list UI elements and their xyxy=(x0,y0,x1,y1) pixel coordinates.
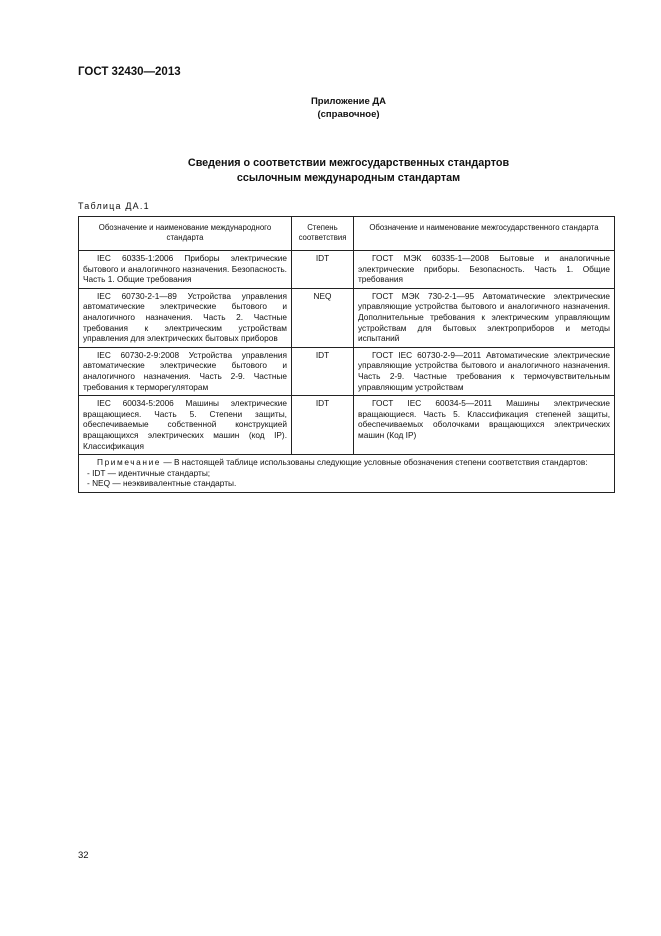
table-note-row xyxy=(79,455,615,493)
note-item-neq: - NEQ — неэквивалентные стандарты. xyxy=(87,478,237,489)
header-interstate: Обозначение и наименование межгосударственного стандарта xyxy=(354,217,615,251)
note-text: — В настоящей таблице использованы следующие условные обозначения степени соответствия стандартов: xyxy=(163,457,588,468)
cell-international: IEC 60335-1:2006 Приборы электрические бытового и аналогичного назначения. Безопасность. Часть 1. Общие требования xyxy=(79,251,292,289)
table-header-row xyxy=(79,217,615,251)
cell-international: IEC 60034-5:2006 Машины электрические вращающиеся. Часть 5. Степени защиты, обеспечиваемые собственной конструкцией вращающихся электрических машин (код IP). Классификация xyxy=(79,396,292,455)
document-code: ГОСТ 32430—2013 xyxy=(78,66,181,78)
page-title xyxy=(0,156,661,186)
cell-interstate: ГОСТ МЭК 730-2-1—95 Автоматические электрические управляющие устройства бытового и аналогичного назначения. Дополнительные требования к электрическим управляющим устройствам для бытовых электроприборов и методы испытаний xyxy=(354,288,615,347)
appendix-title: Приложение ДА xyxy=(310,96,387,107)
table-row xyxy=(79,347,615,395)
cell-interstate: ГОСТ IEC 60034-5—2011 Машины электрические вращающиеся. Часть 5. Классификация степеней защиты, обеспечиваемых оболочками вращающихся электрических машин (Код IP) xyxy=(354,396,615,455)
standards-correspondence-table xyxy=(78,216,615,493)
table-row xyxy=(79,396,615,455)
table-row xyxy=(79,288,615,347)
cell-degree: IDT xyxy=(292,396,354,455)
page-number: 32 xyxy=(78,850,89,861)
header-international: Обозначение и наименование международного стандарта xyxy=(79,217,292,251)
cell-international: IEC 60730-2-9:2008 Устройства управления автоматические электрические бытового и аналогичного назначения. Часть 2-9. Частные требования к терморегуляторам xyxy=(79,347,292,395)
appendix-heading xyxy=(0,95,661,121)
cell-degree: IDT xyxy=(292,251,354,289)
note-label: Примечание xyxy=(97,457,162,468)
page-title-line-2: ссылочным международным стандартам xyxy=(236,172,461,184)
table-caption: Таблица ДА.1 xyxy=(78,201,150,211)
cell-international: IEC 60730-2-1—89 Устройства управления автоматические электрические бытового и аналогичного назначения. Часть 2. Частные требования к электрическим устройствам управления для электрических бытовых приборов xyxy=(79,288,292,347)
page-title-line-1: Сведения о соответствии межгосударственных стандартов xyxy=(187,157,510,169)
cell-interstate: ГОСТ IEC 60730-2-9—2011 Автоматические электрические управляющие устройства бытового и аналогичного назначения. Часть 2-9. Частные требования к термочувствительным управляющим устройствам xyxy=(354,347,615,395)
table-row xyxy=(79,251,615,289)
table-note xyxy=(79,455,615,493)
cell-degree: NEQ xyxy=(292,288,354,347)
header-degree: Степень соответствия xyxy=(292,217,354,251)
note-heading xyxy=(83,457,610,468)
note-item-idt: - IDT — идентичные стандарты; xyxy=(87,467,211,478)
cell-degree: IDT xyxy=(292,347,354,395)
appendix-subtitle: (справочное) xyxy=(317,109,380,120)
cell-interstate: ГОСТ МЭК 60335-1—2008 Бытовые и аналогичные электрические приборы. Безопасность. Часть 1. Общие требования xyxy=(354,251,615,289)
